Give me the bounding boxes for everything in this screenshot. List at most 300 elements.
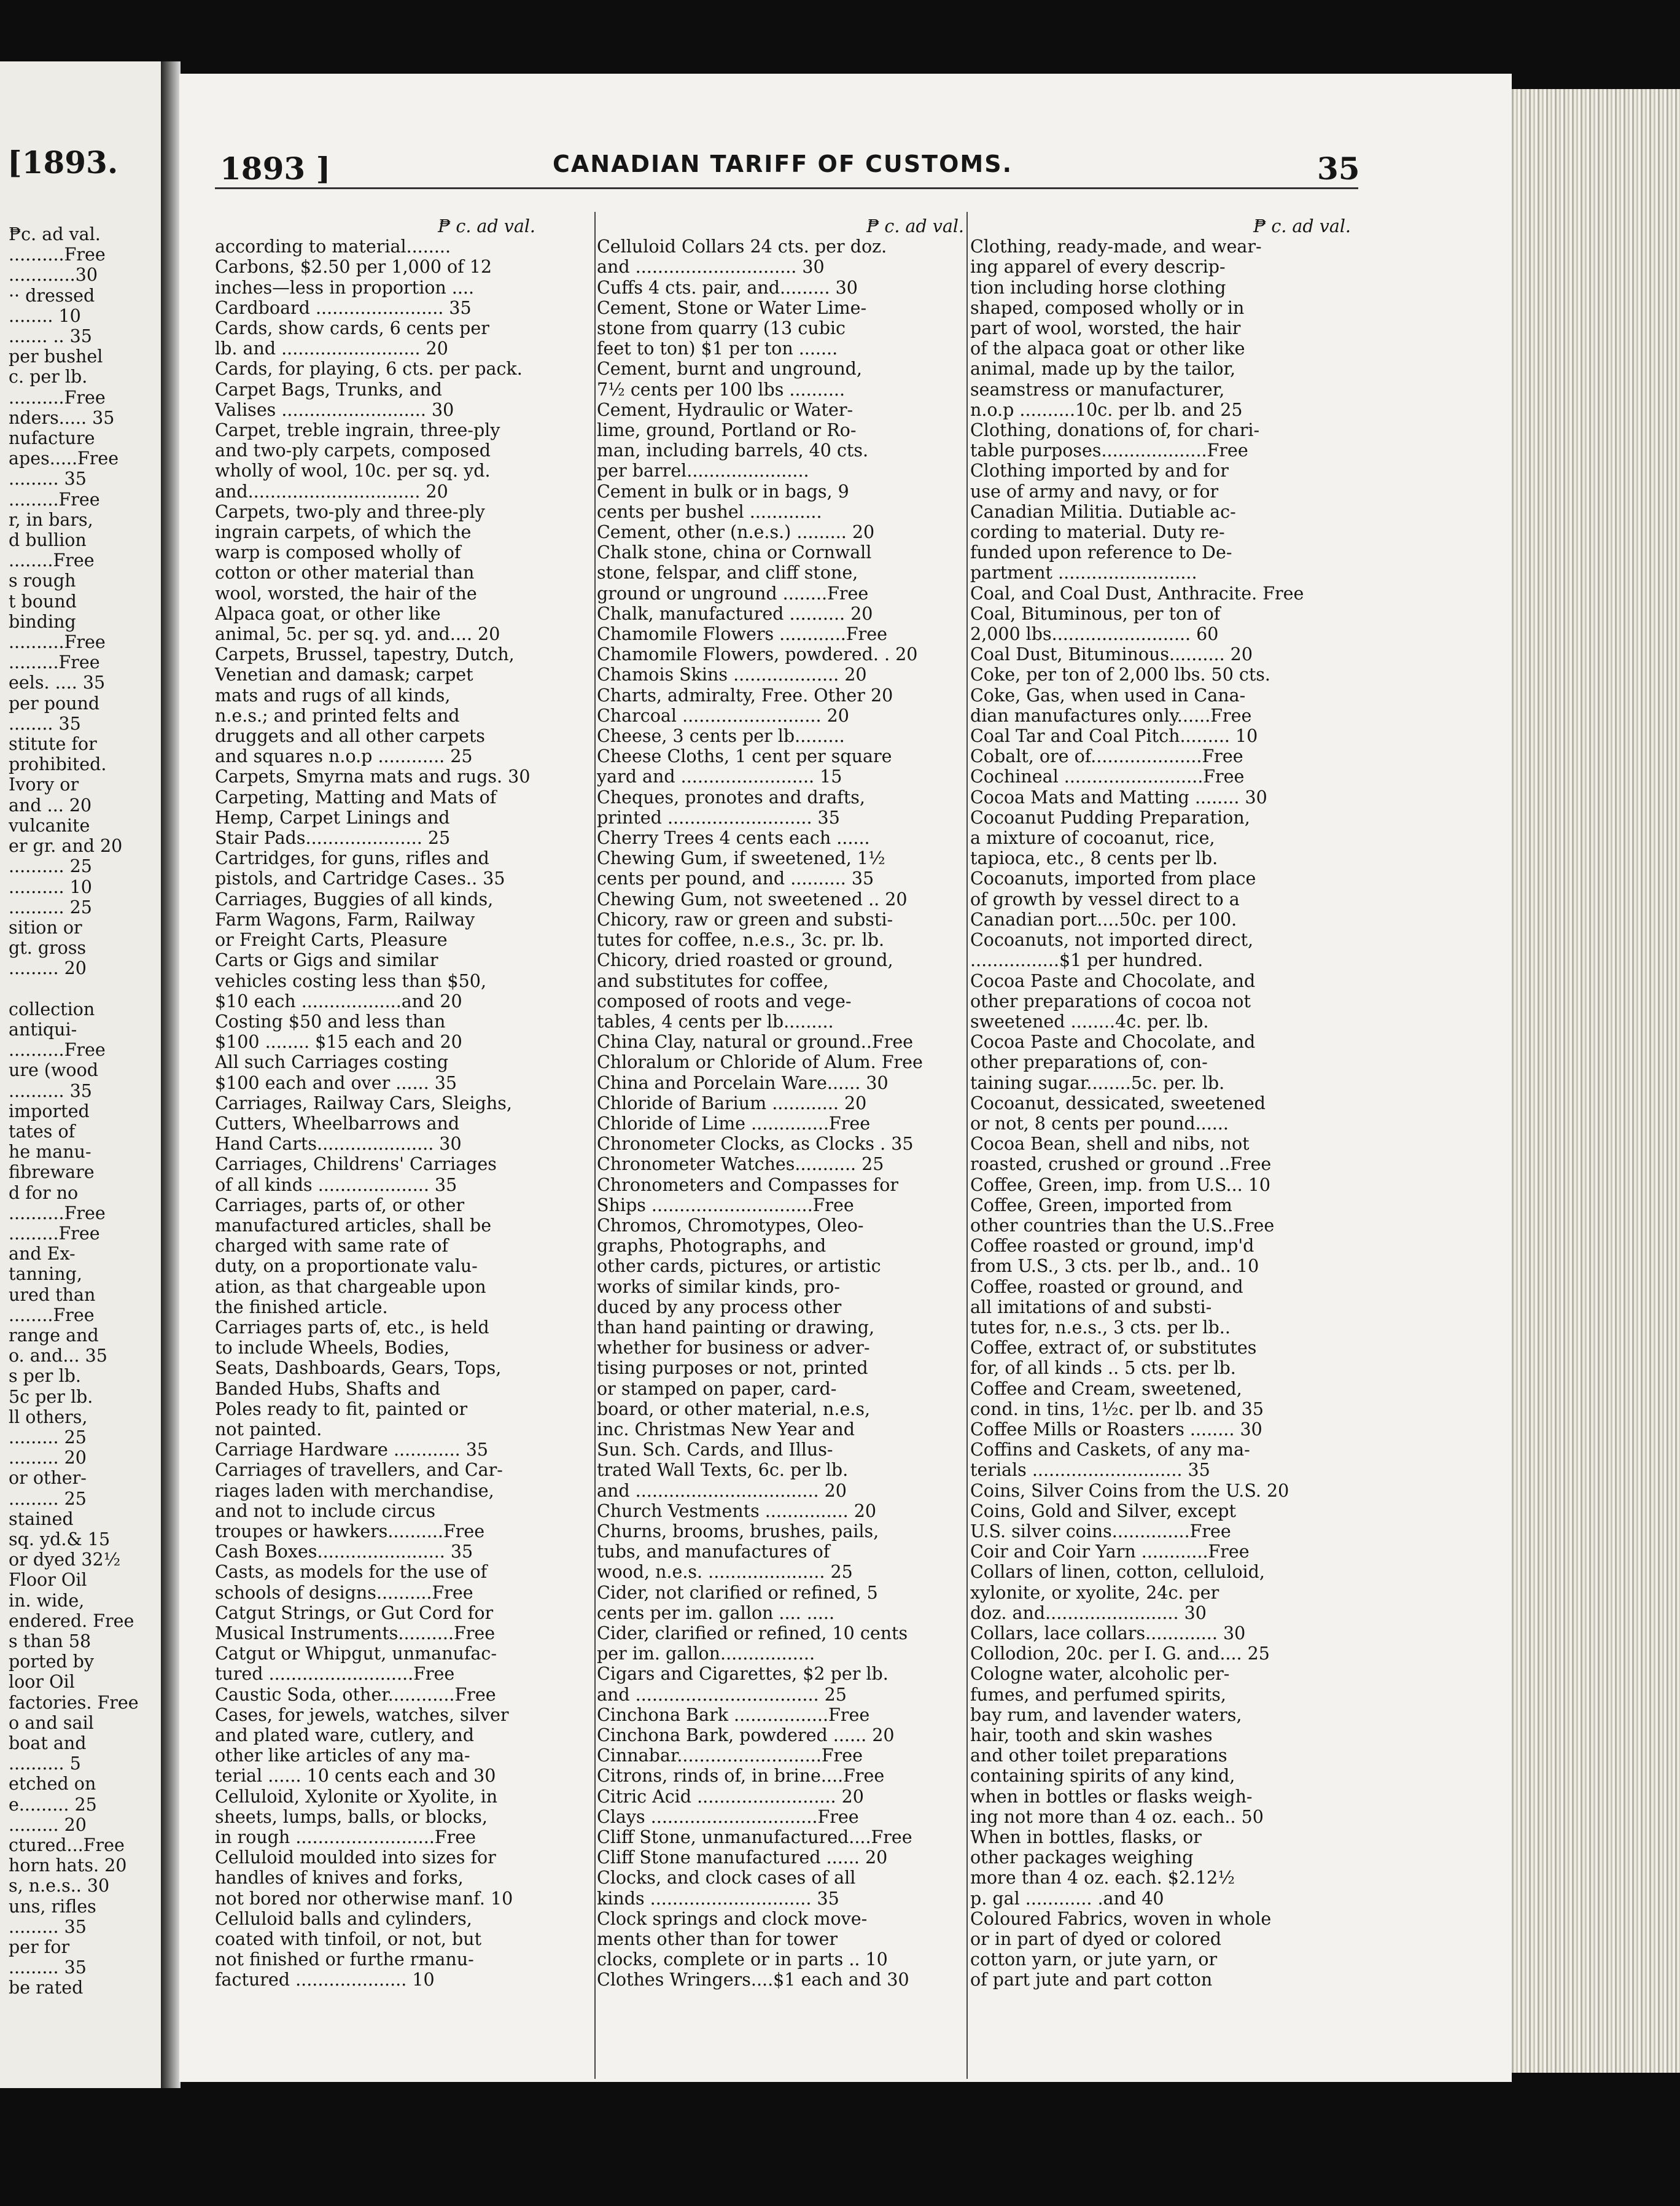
tariff-line: warp is composed wholly of: [215, 542, 461, 563]
left-page-line: imported: [9, 1101, 90, 1121]
tariff-line: Carriages, Buggies of all kinds,: [215, 889, 494, 910]
tariff-line: Cheques, pronotes and drafts,: [597, 787, 865, 808]
tariff-line: Cochineal .........................Free: [970, 766, 1245, 787]
tariff-line: Coal, Bituminous, per ton of: [970, 603, 1221, 624]
column-header: ₱ c. ad val.: [438, 216, 535, 236]
tariff-line: Chewing Gum, not sweetened .. 20: [597, 889, 908, 910]
left-page-line: 5c per lb.: [9, 1386, 93, 1407]
tariff-line: Coal Tar and Coal Pitch......... 10: [970, 726, 1258, 747]
left-page-line: o. and... 35: [9, 1346, 107, 1366]
left-page-line: etched on: [9, 1774, 96, 1795]
tariff-line: in rough .........................Free: [215, 1827, 476, 1848]
left-page-line: be rated: [9, 1978, 84, 1998]
tariff-line: Carpet, treble ingrain, three-ply: [215, 420, 500, 441]
tariff-line: Caustic Soda, other............Free: [215, 1684, 496, 1705]
tariff-line: not painted.: [215, 1419, 322, 1440]
tariff-line: ments other than for tower: [597, 1929, 838, 1950]
tariff-line: Cologne water, alcoholic per-: [970, 1664, 1230, 1685]
tariff-line: ingrain carpets, of which the: [215, 522, 472, 543]
tariff-line: inches—less in proportion ....: [215, 277, 475, 298]
tariff-line: n.e.s.; and printed felts and: [215, 705, 460, 726]
tariff-line: tising purposes or not, printed: [597, 1358, 868, 1379]
tariff-line: other cards, pictures, or artistic: [597, 1256, 881, 1277]
left-page-line: t bound: [9, 591, 77, 612]
tariff-line: Cinchona Bark .................Free: [597, 1704, 870, 1725]
left-page-line: ..........Free: [9, 632, 106, 653]
column-lines: [970, 236, 1351, 1990]
left-page-line: nders..... 35: [9, 407, 115, 428]
tariff-line: Cocoa Mats and Matting ........ 30: [970, 787, 1267, 808]
left-page-line: and ... 20: [9, 795, 92, 816]
left-page-line: ........Free: [9, 1304, 95, 1325]
tariff-line: Chronometer Watches........... 25: [597, 1154, 884, 1175]
tariff-line: per barrel......................: [597, 461, 809, 481]
tariff-line: Cheese Cloths, 1 cent per square: [597, 746, 892, 767]
tariff-line: Chloralum or Chloride of Alum. Free: [597, 1052, 923, 1073]
tariff-line: Carpets, Brussel, tapestry, Dutch,: [215, 644, 515, 665]
left-page-line: o and sail: [9, 1712, 94, 1733]
book-gutter: [161, 61, 181, 2088]
tariff-line: or Freight Carts, Pleasure: [215, 930, 448, 951]
tariff-line: cond. in tins, 1½c. per lb. and 35: [970, 1398, 1264, 1419]
tariff-line: Citric Acid ......................... 20: [597, 1786, 864, 1807]
left-page-line: uns, rifles: [9, 1896, 96, 1917]
tariff-line: Carriages parts of, etc., is held: [215, 1317, 489, 1338]
left-page-line: prohibited.: [9, 754, 107, 775]
tariff-line: Coffins and Caskets, of any ma-: [970, 1440, 1250, 1460]
tariff-line: Coffee, roasted or ground, and: [970, 1276, 1243, 1297]
tariff-column-3: [970, 216, 1351, 1990]
left-page-line: ......... 25: [9, 1488, 87, 1509]
tariff-line: Costing $50 and less than: [215, 1011, 446, 1032]
tariff-line: cotton yarn, or jute yarn, or: [970, 1949, 1218, 1970]
left-page-line: ..........Free: [9, 1040, 106, 1061]
tariff-line: Cement, burnt and unground,: [597, 359, 862, 380]
tariff-line: ................$1 per hundred.: [970, 950, 1204, 971]
tariff-line: Cement, Hydraulic or Water-: [597, 399, 854, 420]
tariff-line: of all kinds .................... 35: [215, 1174, 457, 1195]
tariff-line: Cliff Stone, unmanufactured....Free: [597, 1827, 912, 1848]
tariff-line: sweetened ........4c. per. lb.: [970, 1011, 1209, 1032]
tariff-line: tutes for, n.e.s., 3 cts. per lb..: [970, 1317, 1231, 1338]
left-page-line: c. per lb.: [9, 367, 88, 388]
left-page-line: ........Free: [9, 550, 95, 571]
left-page-line: sition or: [9, 917, 82, 938]
tariff-line: animal, 5c. per sq. yd. and.... 20: [215, 624, 500, 645]
tariff-line: tubs, and manufactures of: [597, 1541, 830, 1562]
tariff-line: other like articles of any ma-: [215, 1745, 470, 1766]
tariff-line: Cider, clarified or refined, 10 cents: [597, 1623, 908, 1643]
tariff-line: Chewing Gum, if sweetened, 1½: [597, 848, 885, 869]
tariff-line: Citrons, rinds of, in brine....Free: [597, 1766, 885, 1787]
tariff-line: animal, made up by the tailor,: [970, 359, 1236, 380]
left-page-line: per pound: [9, 693, 100, 714]
tariff-line: Carriages, Childrens' Carriages: [215, 1154, 497, 1175]
column-header: ₱ c. ad val.: [1253, 216, 1351, 236]
tariff-line: Chamois Skins ................... 20: [597, 665, 867, 685]
tariff-line: tutes for coffee, n.e.s., 3c. pr. lb.: [597, 930, 885, 951]
left-page-line: ..........Free: [9, 244, 106, 265]
tariff-line: Church Vestments ............... 20: [597, 1500, 877, 1521]
left-page-line: .........Free: [9, 1223, 100, 1244]
left-page: [0, 61, 161, 2088]
left-page-line: and Ex-: [9, 1244, 76, 1265]
left-page-line: r, in bars,: [9, 509, 93, 530]
tariff-line: and............................... 20: [215, 481, 448, 502]
tariff-line: Coke, per ton of 2,000 lbs. 50 cts.: [970, 665, 1270, 685]
tariff-line: Cement, other (n.e.s.) ......... 20: [597, 522, 875, 543]
tariff-line: all imitations of and substi-: [970, 1296, 1212, 1317]
page-edges: [1512, 89, 1680, 2073]
tariff-line: $100 each and over ...... 35: [215, 1072, 457, 1093]
tariff-line: tion including horse clothing: [970, 277, 1226, 298]
tariff-line: Stair Pads..................... 25: [215, 828, 451, 849]
tariff-line: tables, 4 cents per lb.........: [597, 1011, 834, 1032]
left-page-line: ₱c. ad val.: [9, 224, 101, 244]
tariff-line: Clocks, and clock cases of all: [597, 1868, 856, 1888]
tariff-line: Coloured Fabrics, woven in whole: [970, 1908, 1272, 1929]
left-page-line: s, n.e.s.. 30: [9, 1876, 110, 1896]
tariff-line: Charcoal ......................... 20: [597, 705, 849, 726]
tariff-line: Cartridges, for guns, rifles and: [215, 848, 489, 869]
tariff-line: Clothing imported by and for: [970, 461, 1229, 481]
tariff-line: p. gal ............ .and 40: [970, 1888, 1164, 1909]
left-page-line: .......... 35: [9, 1080, 92, 1101]
tariff-line: Clock springs and clock move-: [597, 1908, 868, 1929]
tariff-line: cording to material. Duty re-: [970, 522, 1225, 543]
left-page-line: ll others,: [9, 1406, 88, 1427]
tariff-line: Musical Instruments..........Free: [215, 1623, 496, 1643]
column-lines: [215, 236, 535, 1990]
tariff-line: Poles ready to fit, painted or: [215, 1398, 468, 1419]
tariff-line: pistols, and Cartridge Cases.. 35: [215, 868, 505, 889]
tariff-line: stone, felspar, and cliff stone,: [597, 563, 858, 583]
left-page-line: vulcanite: [9, 815, 90, 836]
left-page-line: ......... 20: [9, 1448, 87, 1468]
tariff-line: whether for business or adver-: [597, 1338, 870, 1358]
tariff-line: yard and ........................ 15: [597, 766, 842, 787]
page-number: 35: [1317, 150, 1360, 187]
tariff-line: riages laden with merchandise,: [215, 1480, 494, 1501]
tariff-line: and substitutes for coffee,: [597, 970, 829, 991]
left-page-line: Ivory or: [9, 774, 79, 795]
tariff-line: cotton or other material than: [215, 563, 475, 583]
tariff-line: wood, n.e.s. ..................... 25: [597, 1562, 853, 1583]
left-page-line: ured than: [9, 1284, 96, 1305]
tariff-line: Carpets, Smyrna mats and rugs. 30: [215, 766, 531, 787]
tariff-line: Cocoanuts, imported from place: [970, 868, 1256, 889]
left-page-line: s per lb.: [9, 1366, 81, 1387]
left-page-header: [1893.: [7, 144, 119, 181]
tariff-line: Sun. Sch. Cards, and Illus-: [597, 1440, 833, 1460]
left-page-line: ......... 35: [9, 1957, 87, 1978]
tariff-line: Carpets, two-ply and three-ply: [215, 501, 485, 522]
tariff-line: stone from quarry (13 cubic: [597, 318, 846, 338]
tariff-line: Coins, Silver Coins from the U.S. 20: [970, 1480, 1289, 1501]
left-page-line: ....... .. 35: [9, 326, 92, 347]
tariff-line: composed of roots and vege-: [597, 991, 852, 1011]
left-page-line: in. wide,: [9, 1590, 85, 1611]
left-page-line: s than 58: [9, 1631, 91, 1652]
tariff-line: Cliff Stone manufactured ...... 20: [597, 1847, 888, 1868]
tariff-line: inc. Christmas New Year and: [597, 1419, 855, 1440]
left-page-line: .......... 10: [9, 876, 92, 897]
tariff-line: Canadian port....50c. per 100.: [970, 909, 1237, 930]
tariff-line: Coffee, Green, imp. from U.S... 10: [970, 1174, 1271, 1195]
left-page-line: ......... 35: [9, 1916, 87, 1937]
tariff-line: Cement in bulk or in bags, 9: [597, 481, 849, 502]
tariff-line: wool, worsted, the hair of the: [215, 583, 477, 604]
tariff-line: taining sugar........5c. per. lb.: [970, 1072, 1225, 1093]
tariff-line: Carriages, Railway Cars, Sleighs,: [215, 1093, 512, 1113]
left-page-line: boat and: [9, 1733, 87, 1754]
tariff-line: lime, ground, Portland or Ro-: [597, 420, 857, 441]
tariff-line: hair, tooth and skin washes: [970, 1725, 1213, 1746]
tariff-line: according to material........: [215, 236, 451, 257]
tariff-line: Hand Carts..................... 30: [215, 1134, 462, 1155]
tariff-line: not finished or furthe rmanu-: [215, 1949, 474, 1970]
tariff-line: 7½ cents per 100 lbs ..........: [597, 379, 846, 400]
left-page-line: stained: [9, 1508, 74, 1529]
left-page-line: er gr. and 20: [9, 836, 123, 857]
tariff-line: Celluloid balls and cylinders,: [215, 1908, 472, 1929]
left-page-line: stitute for: [9, 734, 97, 755]
column-header: ₱ c. ad val.: [866, 216, 964, 236]
left-page-text: [9, 224, 161, 1998]
tariff-line: manufactured articles, shall be: [215, 1215, 492, 1236]
tariff-line: and ................................. 20: [597, 1480, 847, 1501]
tariff-line: Clothing, donations of, for chari-: [970, 420, 1260, 441]
left-page-line: ..........Free: [9, 387, 106, 408]
left-page-line: or other-: [9, 1468, 87, 1489]
tariff-line: Chalk stone, china or Cornwall: [597, 542, 872, 563]
tariff-line: China Clay, natural or ground..Free: [597, 1032, 914, 1053]
tariff-line: cents per bushel .............: [597, 501, 822, 522]
tariff-line: Catgut or Whipgut, unmanufac-: [215, 1643, 497, 1664]
tariff-line: and squares n.o.p ............ 25: [215, 746, 473, 767]
left-page-line: sq. yd.& 15: [9, 1529, 111, 1549]
tariff-line: other countries than the U.S..Free: [970, 1215, 1275, 1236]
tariff-line: lb. and ......................... 20: [215, 338, 448, 359]
tariff-line: of the alpaca goat or other like: [970, 338, 1245, 359]
tariff-line: Casts, as models for the use of: [215, 1562, 488, 1583]
tariff-line: dian manufactures only......Free: [970, 705, 1252, 726]
left-page-line: ported by: [9, 1651, 94, 1672]
tariff-line: ground or unground ........Free: [597, 583, 869, 604]
tariff-line: other preparations of cocoa not: [970, 991, 1251, 1011]
tariff-line: Cases, for jewels, watches, silver: [215, 1704, 509, 1725]
tariff-line: Cherry Trees 4 cents each ......: [597, 828, 870, 849]
tariff-line: Venetian and damask; carpet: [215, 665, 473, 685]
tariff-line: $10 each ..................and 20: [215, 991, 462, 1011]
tariff-line: Coffee, extract of, or substitutes: [970, 1338, 1257, 1358]
header-year: 1893 ]: [220, 150, 331, 187]
tariff-line: ation, as that chargeable upon: [215, 1276, 486, 1297]
tariff-line: n.o.p ..........10c. per lb. and 25: [970, 399, 1243, 420]
tariff-line: Cards, for playing, 6 cts. per pack.: [215, 359, 523, 380]
tariff-line: Chicory, dried roasted or ground,: [597, 950, 893, 971]
left-page-line: ctured...Free: [9, 1835, 125, 1856]
left-page-line: ·· dressed: [9, 285, 95, 306]
tariff-line: clocks, complete or in parts .. 10: [597, 1949, 888, 1970]
tariff-line: Cinchona Bark, powdered ...... 20: [597, 1725, 895, 1746]
tariff-line: Coal Dust, Bituminous.......... 20: [970, 644, 1253, 665]
left-page-line: .........Free: [9, 489, 100, 510]
tariff-line: the finished article.: [215, 1296, 388, 1317]
left-page-line: factories. Free: [9, 1692, 139, 1713]
left-page-line: gt. gross: [9, 938, 87, 959]
tariff-line: Carriages, parts of, or other: [215, 1195, 465, 1215]
tariff-line: Carts or Gigs and similar: [215, 950, 438, 971]
tariff-line: Cinnabar..........................Free: [597, 1745, 863, 1766]
tariff-line: Cards, show cards, 6 cents per: [215, 318, 489, 338]
tariff-line: doz. and........................ 30: [970, 1602, 1207, 1623]
tariff-line: graphs, Photographs, and: [597, 1236, 826, 1257]
left-page-line: ure (wood: [9, 1060, 98, 1081]
left-page-line: ......... 25: [9, 1427, 87, 1448]
tariff-line: schools of designs..........Free: [215, 1582, 473, 1603]
tariff-line: Valises .......................... 30: [215, 399, 454, 420]
tariff-line: not bored nor otherwise manf. 10: [215, 1888, 513, 1909]
tariff-line: Churns, brooms, brushes, pails,: [597, 1521, 879, 1541]
tariff-line: duced by any process other: [597, 1296, 842, 1317]
left-page-line: ......... 20: [9, 958, 87, 979]
tariff-line: board, or other material, n.e.s,: [597, 1398, 871, 1419]
tariff-line: Cocoanut, dessicated, sweetened: [970, 1093, 1266, 1113]
tariff-line: more than 4 oz. each. $2.12½: [970, 1868, 1235, 1888]
left-page-line: or dyed 32½: [9, 1549, 121, 1570]
left-page-line: per for: [9, 1937, 70, 1958]
left-page-line: horn hats. 20: [9, 1855, 127, 1876]
tariff-line: Coal, and Coal Dust, Anthracite. Free: [970, 583, 1304, 604]
tariff-line: Chamomile Flowers, powdered. . 20: [597, 644, 918, 665]
tariff-line: containing spirits of any kind,: [970, 1766, 1235, 1787]
tariff-line: Coffee and Cream, sweetened,: [970, 1378, 1242, 1399]
tariff-line: Cocoa Paste and Chocolate, and: [970, 970, 1256, 991]
tariff-line: U.S. silver coins..............Free: [970, 1521, 1231, 1541]
tariff-line: Seats, Dashboards, Gears, Tops,: [215, 1358, 502, 1379]
tariff-line: other packages weighing: [970, 1847, 1194, 1868]
tariff-line: Celluloid moulded into sizes for: [215, 1847, 496, 1868]
tariff-line: Chloride of Barium ............ 20: [597, 1093, 867, 1113]
tariff-line: Carbons, $2.50 per 1,000 of 12: [215, 257, 492, 278]
left-page-line: [9, 979, 161, 999]
tariff-line: and ................................. 25: [597, 1684, 847, 1705]
tariff-line: Cigars and Cigarettes, $2 per lb.: [597, 1664, 889, 1685]
column-divider: [966, 212, 968, 2079]
left-page-line: ........ 10: [9, 305, 81, 326]
column-divider: [594, 212, 596, 2079]
tariff-line: Cobalt, ore of....................Free: [970, 746, 1243, 767]
tariff-line: druggets and all other carpets: [215, 726, 485, 747]
tariff-line: Clays ..............................Free: [597, 1806, 859, 1827]
tariff-line: ing apparel of every descrip-: [970, 257, 1226, 278]
tariff-line: Cider, not clarified or refined, 5: [597, 1582, 878, 1603]
tariff-line: 2,000 lbs......................... 60: [970, 624, 1219, 645]
left-page-line: fibreware: [9, 1162, 95, 1183]
tariff-line: Cocoa Paste and Chocolate, and: [970, 1032, 1256, 1053]
tariff-line: partment .........................: [970, 563, 1197, 583]
tariff-line: and other toilet preparations: [970, 1745, 1227, 1766]
left-page-line: nufacture: [9, 428, 95, 449]
left-page-line: d bullion: [9, 530, 87, 551]
tariff-line: Collars of linen, cotton, celluloid,: [970, 1562, 1265, 1583]
tariff-line: sheets, lumps, balls, or blocks,: [215, 1806, 488, 1827]
tariff-line: other preparations of, con-: [970, 1052, 1208, 1073]
tariff-line: or not, 8 cents per pound......: [970, 1113, 1229, 1134]
tariff-line: Chalk, manufactured .......... 20: [597, 603, 873, 624]
tariff-line: and two-ply carpets, composed: [215, 440, 491, 461]
column-lines: [597, 236, 964, 1990]
tariff-line: Collars, lace collars............. 30: [970, 1623, 1246, 1643]
left-page-line: .......... 25: [9, 856, 92, 877]
tariff-line: Coffee roasted or ground, imp'd: [970, 1236, 1254, 1257]
tariff-line: Hemp, Carpet Linings and: [215, 807, 450, 828]
left-page-line: e......... 25: [9, 1794, 97, 1815]
left-page-line: ........ 35: [9, 713, 81, 734]
tariff-line: Cocoa Bean, shell and nibs, not: [970, 1134, 1250, 1155]
tariff-line: tapioca, etc., 8 cents per lb.: [970, 848, 1218, 869]
left-page-line: .........Free: [9, 652, 100, 673]
tariff-line: Chromos, Chromotypes, Oleo-: [597, 1215, 864, 1236]
tariff-line: China and Porcelain Ware...... 30: [597, 1072, 889, 1093]
tariff-line: Carriage Hardware ............ 35: [215, 1440, 489, 1460]
tariff-line: funded upon reference to De-: [970, 542, 1232, 563]
tariff-line: of growth by vessel direct to a: [970, 889, 1240, 910]
tariff-line: tured ..........................Free: [215, 1664, 455, 1685]
tariff-line: cents per pound, and .......... 35: [597, 868, 874, 889]
tariff-line: xylonite, or xyolite, 24c. per: [970, 1582, 1219, 1603]
tariff-line: or in part of dyed or colored: [970, 1929, 1221, 1950]
tariff-line: kinds ............................. 35: [597, 1888, 839, 1909]
left-page-line: range and: [9, 1325, 99, 1346]
tariff-line: part of wool, worsted, the hair: [970, 318, 1241, 338]
tariff-line: vehicles costing less than $50,: [215, 970, 487, 991]
tariff-line: Canadian Militia. Dutiable ac-: [970, 501, 1236, 522]
tariff-column-1: [215, 216, 535, 1990]
tariff-line: a mixture of cocoanut, rice,: [970, 828, 1215, 849]
tariff-line: from U.S., 3 cts. per lb., and.. 10: [970, 1256, 1259, 1277]
tariff-line: factured .................... 10: [215, 1970, 435, 1990]
tariff-line: Celluloid, Xylonite or Xyolite, in: [215, 1786, 498, 1807]
page-title: CANADIAN TARIFF OF CUSTOMS.: [553, 150, 1013, 177]
tariff-line: shaped, composed wholly or in: [970, 297, 1245, 318]
tariff-line: Clothes Wringers....$1 each and 30: [597, 1970, 909, 1990]
tariff-line: fumes, and perfumed spirits,: [970, 1684, 1226, 1705]
left-page-line: ......... 35: [9, 469, 87, 489]
tariff-line: Cocoanuts, not imported direct,: [970, 930, 1254, 951]
tariff-line: to include Wheels, Bodies,: [215, 1338, 449, 1358]
tariff-line: feet to ton) $1 per ton .......: [597, 338, 838, 359]
tariff-line: handles of knives and forks,: [215, 1868, 464, 1888]
tariff-line: or stamped on paper, card-: [597, 1378, 837, 1399]
left-page-line: tates of: [9, 1121, 76, 1142]
tariff-line: Coins, Gold and Silver, except: [970, 1500, 1236, 1521]
left-page-line: s rough: [9, 571, 76, 591]
left-page-line: .......... 25: [9, 897, 92, 918]
left-page-line: collection: [9, 999, 95, 1019]
tariff-line: Clothing, ready-made, and wear-: [970, 236, 1262, 257]
tariff-line: Banded Hubs, Shafts and: [215, 1378, 441, 1399]
left-page-line: binding: [9, 611, 76, 632]
tariff-line: and not to include circus: [215, 1500, 436, 1521]
tariff-line: Cocoanut Pudding Preparation,: [970, 807, 1250, 828]
tariff-line: than hand painting or drawing,: [597, 1317, 875, 1338]
tariff-line: Ships .............................Free: [597, 1195, 854, 1215]
left-page-line: per bushel: [9, 346, 103, 367]
tariff-line: ing not more than 4 oz. each.. 50: [970, 1806, 1264, 1827]
left-page-line: ..........Free: [9, 1202, 106, 1223]
